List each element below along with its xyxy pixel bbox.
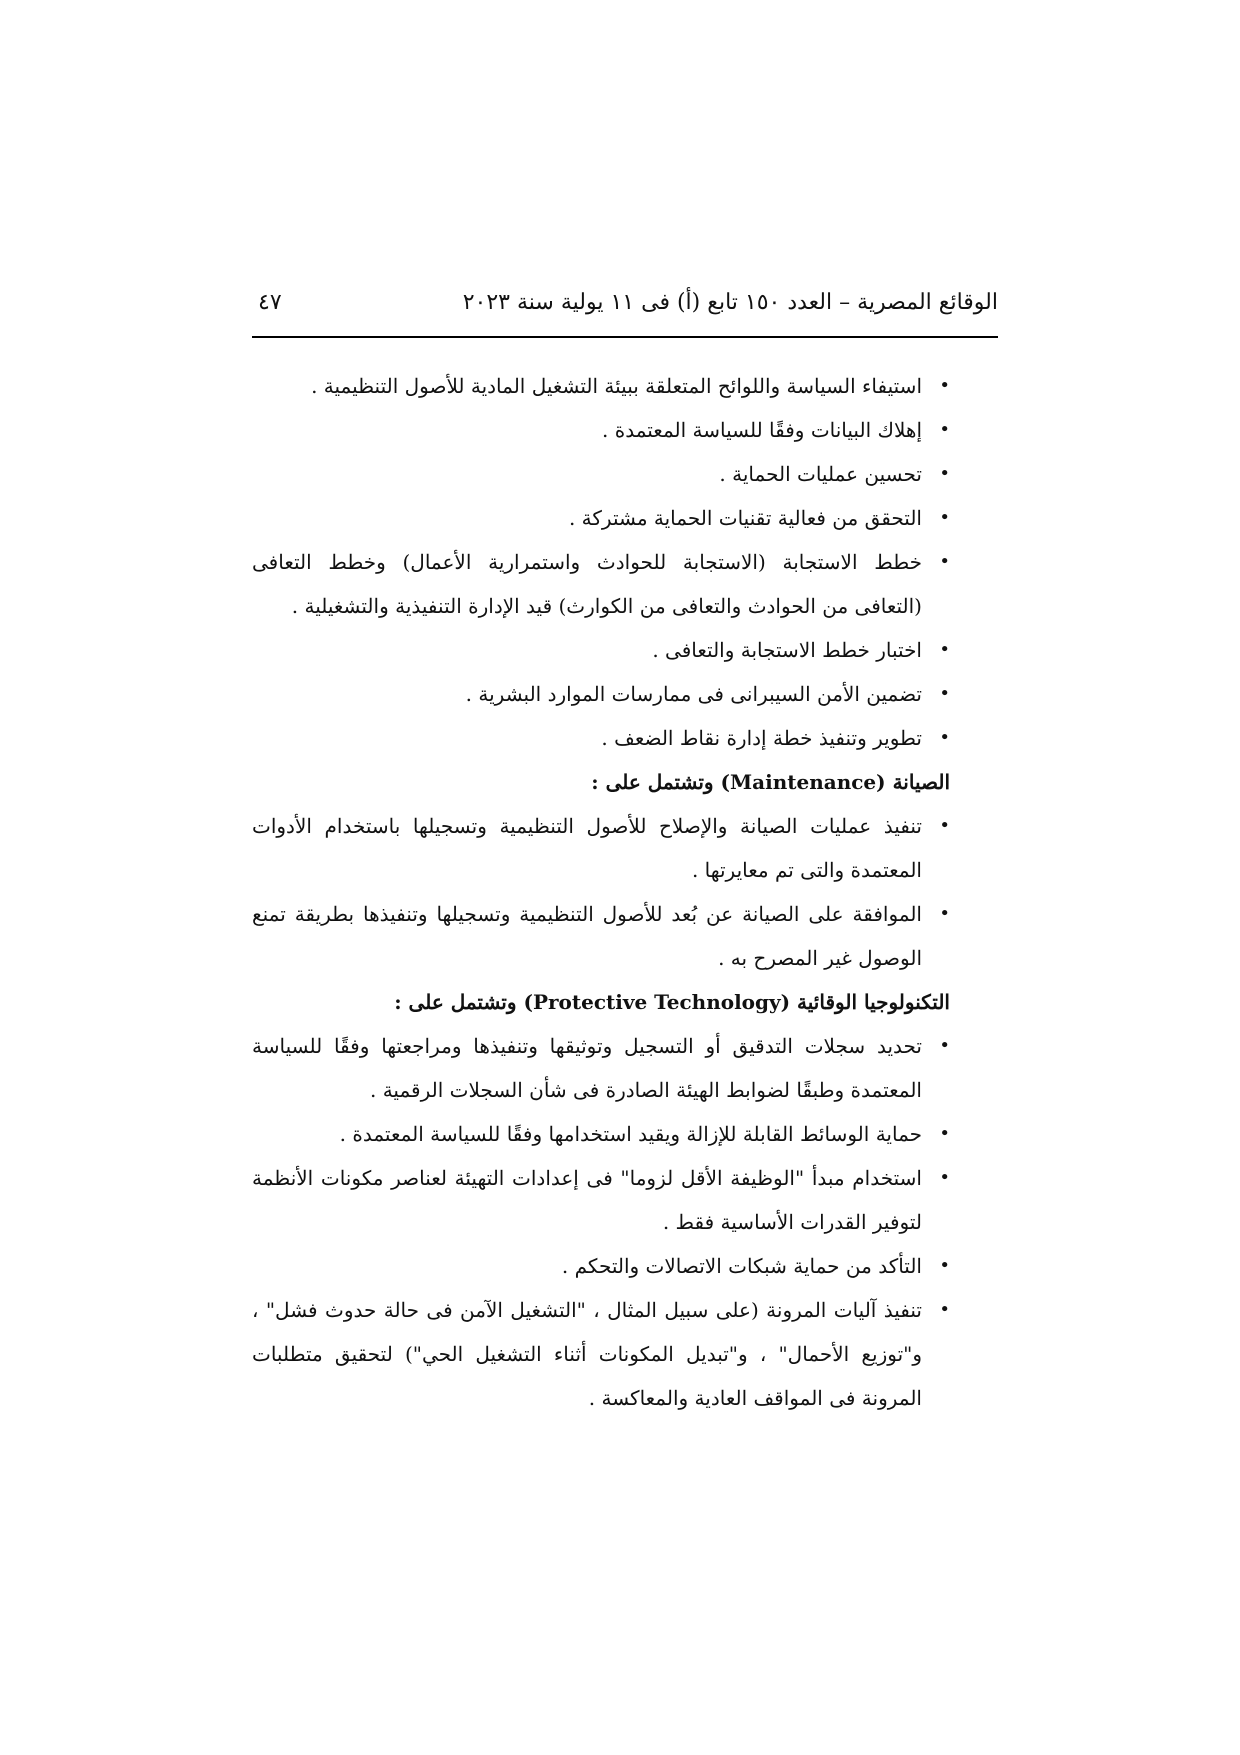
list-item: • حماية الوسائط القابلة للإزالة ويقيد استخدامها وفقًا للسياسة المعتمدة . bbox=[252, 1112, 950, 1156]
list-item: • خطط الاستجابة (الاستجابة للحوادث واستمرارية الأعمال) وخطط التعافى (التعافى من الحوادث والتعافى من الكوارث) قيد الإدارة التنفيذية والتشغيلية . bbox=[252, 540, 950, 628]
list-item: • اختبار خطط الاستجابة والتعافى . bbox=[252, 628, 950, 672]
list-item: • تنفيذ آليات المرونة (على سبيل المثال ، "التشغيل الآمن فى حالة حدوث فشل" ، و"توزيع الأحمال" ، و"تبديل المكونات أثناء التشغيل الحي") لتحقيق متطلبات المرونة فى المواقف العادية والمعاكسة . bbox=[252, 1288, 950, 1420]
list-item: • تحديد سجلات التدقيق أو التسجيل وتوثيقها وتنفيذها ومراجعتها وفقًا للسياسة المعتمدة وطبقًا لضوابط الهيئة الصادرة فى شأن السجلات الرقمية . bbox=[252, 1024, 950, 1112]
page-header bbox=[252, 283, 998, 323]
page-number: ٤٧ bbox=[258, 290, 282, 315]
gazette-header-title: الوقائع المصرية – العدد ١٥٠ تابع (أ) فى ١١ يولية سنة ٢٠٢٣ bbox=[462, 290, 998, 315]
list-item: • تضمين الأمن السيبرانى فى ممارسات الموارد البشرية . bbox=[252, 672, 950, 716]
protection-measures-list bbox=[252, 364, 950, 760]
list-item: • الموافقة على الصيانة عن بُعد للأصول التنظيمية وتسجيلها وتنفيذها بطريقة تمنع الوصول غير المصرح به . bbox=[252, 892, 950, 980]
list-item: • تنفيذ عمليات الصيانة والإصلاح للأصول التنظيمية وتسجيلها باستخدام الأدوات المعتمدة والتى تم معايرتها . bbox=[252, 804, 950, 892]
list-item: • استخدام مبدأ "الوظيفة الأقل لزوما" فى إعدادات التهيئة لعناصر مكونات الأنظمة لتوفير القدرات الأساسية فقط . bbox=[252, 1156, 950, 1244]
protective-technology-list bbox=[252, 1024, 950, 1420]
list-item: • التحقق من فعالية تقنيات الحماية مشتركة . bbox=[252, 496, 950, 540]
list-item: • استيفاء السياسة واللوائح المتعلقة ببيئة التشغيل المادية للأصول التنظيمية . bbox=[252, 364, 950, 408]
maintenance-heading: الصيانة (Maintenance) وتشتمل على : bbox=[591, 770, 950, 794]
list-item: • التأكد من حماية شبكات الاتصالات والتحكم . bbox=[252, 1244, 950, 1288]
list-item: • تطوير وتنفيذ خطة إدارة نقاط الضعف . bbox=[252, 716, 950, 760]
list-item: • إهلاك البيانات وفقًا للسياسة المعتمدة . bbox=[252, 408, 950, 452]
maintenance-list bbox=[252, 804, 950, 980]
header-divider bbox=[252, 336, 998, 338]
list-item: • تحسين عمليات الحماية . bbox=[252, 452, 950, 496]
document-body bbox=[252, 364, 950, 1420]
protective-technology-heading: التكنولوجيا الوقائية (Protective Technology) وتشتمل على : bbox=[394, 990, 950, 1014]
